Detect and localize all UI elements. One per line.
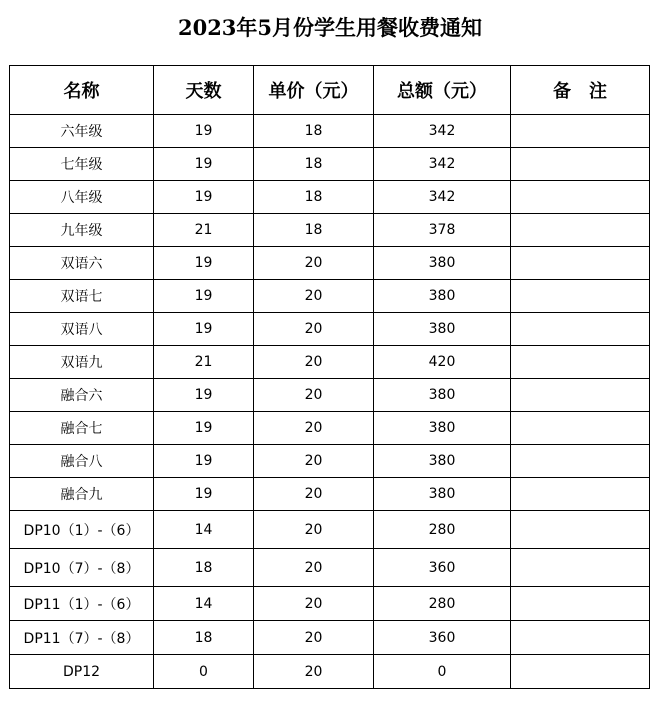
cell-note bbox=[511, 587, 650, 621]
table-row bbox=[10, 247, 650, 280]
cell-total: 342 bbox=[374, 181, 511, 214]
cell-total: 380 bbox=[374, 313, 511, 346]
cell-name: 融合九 bbox=[10, 478, 154, 511]
cell-total: 380 bbox=[374, 478, 511, 511]
cell-note bbox=[511, 412, 650, 445]
cell-total: 360 bbox=[374, 549, 511, 587]
cell-price: 20 bbox=[254, 313, 374, 346]
cell-name: 九年级 bbox=[10, 214, 154, 247]
cell-days: 19 bbox=[154, 181, 254, 214]
cell-note bbox=[511, 621, 650, 655]
header-days: 天数 bbox=[154, 66, 254, 115]
cell-name: DP10（7）-（8） bbox=[10, 549, 154, 587]
cell-price: 18 bbox=[254, 181, 374, 214]
cell-note bbox=[511, 247, 650, 280]
cell-price: 20 bbox=[254, 511, 374, 549]
header-total: 总额（元） bbox=[374, 66, 511, 115]
cell-days: 21 bbox=[154, 346, 254, 379]
table-row bbox=[10, 313, 650, 346]
cell-note bbox=[511, 181, 650, 214]
fee-table bbox=[9, 65, 650, 689]
cell-name: DP11（1）-（6） bbox=[10, 587, 154, 621]
table-row bbox=[10, 214, 650, 247]
cell-price: 20 bbox=[254, 478, 374, 511]
cell-name: 双语六 bbox=[10, 247, 154, 280]
cell-note bbox=[511, 346, 650, 379]
cell-days: 0 bbox=[154, 655, 254, 689]
table-row bbox=[10, 587, 650, 621]
cell-note bbox=[511, 655, 650, 689]
cell-price: 20 bbox=[254, 346, 374, 379]
cell-note bbox=[511, 280, 650, 313]
cell-days: 18 bbox=[154, 621, 254, 655]
cell-days: 19 bbox=[154, 247, 254, 280]
cell-days: 18 bbox=[154, 549, 254, 587]
cell-days: 19 bbox=[154, 379, 254, 412]
cell-note bbox=[511, 214, 650, 247]
cell-name: 融合七 bbox=[10, 412, 154, 445]
cell-price: 18 bbox=[254, 214, 374, 247]
cell-note bbox=[511, 313, 650, 346]
cell-name: 六年级 bbox=[10, 115, 154, 148]
table-row bbox=[10, 181, 650, 214]
cell-days: 14 bbox=[154, 587, 254, 621]
cell-total: 380 bbox=[374, 247, 511, 280]
cell-note bbox=[511, 445, 650, 478]
table-row bbox=[10, 511, 650, 549]
cell-total: 380 bbox=[374, 280, 511, 313]
cell-name: 双语九 bbox=[10, 346, 154, 379]
cell-price: 20 bbox=[254, 379, 374, 412]
cell-note bbox=[511, 511, 650, 549]
table-row bbox=[10, 412, 650, 445]
cell-total: 420 bbox=[374, 346, 511, 379]
table-row bbox=[10, 445, 650, 478]
cell-total: 342 bbox=[374, 115, 511, 148]
table-row bbox=[10, 280, 650, 313]
cell-days: 19 bbox=[154, 412, 254, 445]
table-row bbox=[10, 621, 650, 655]
table-row bbox=[10, 655, 650, 689]
cell-price: 20 bbox=[254, 549, 374, 587]
table-row bbox=[10, 346, 650, 379]
cell-name: 融合八 bbox=[10, 445, 154, 478]
cell-price: 20 bbox=[254, 621, 374, 655]
table-row bbox=[10, 549, 650, 587]
cell-days: 19 bbox=[154, 478, 254, 511]
cell-total: 360 bbox=[374, 621, 511, 655]
cell-total: 380 bbox=[374, 379, 511, 412]
cell-days: 19 bbox=[154, 313, 254, 346]
table-row bbox=[10, 478, 650, 511]
cell-name: 七年级 bbox=[10, 148, 154, 181]
cell-total: 280 bbox=[374, 587, 511, 621]
cell-name: 双语七 bbox=[10, 280, 154, 313]
table-row bbox=[10, 115, 650, 148]
header-row bbox=[10, 66, 650, 115]
header-name: 名称 bbox=[10, 66, 154, 115]
cell-price: 20 bbox=[254, 587, 374, 621]
cell-price: 20 bbox=[254, 412, 374, 445]
header-unit-price: 单价（元） bbox=[254, 66, 374, 115]
cell-days: 21 bbox=[154, 214, 254, 247]
cell-name: DP12 bbox=[10, 655, 154, 689]
cell-total: 342 bbox=[374, 148, 511, 181]
cell-note bbox=[511, 148, 650, 181]
table-row bbox=[10, 379, 650, 412]
cell-name: DP11（7）-（8） bbox=[10, 621, 154, 655]
cell-total: 380 bbox=[374, 445, 511, 478]
cell-total: 280 bbox=[374, 511, 511, 549]
header-note: 备 注 bbox=[511, 66, 650, 115]
cell-note bbox=[511, 549, 650, 587]
cell-days: 14 bbox=[154, 511, 254, 549]
page-title: 2023年5月份学生用餐收费通知 bbox=[177, 15, 483, 40]
cell-days: 19 bbox=[154, 115, 254, 148]
cell-note bbox=[511, 379, 650, 412]
cell-price: 20 bbox=[254, 280, 374, 313]
cell-days: 19 bbox=[154, 280, 254, 313]
cell-note bbox=[511, 115, 650, 148]
cell-price: 20 bbox=[254, 655, 374, 689]
cell-name: DP10（1）-（6） bbox=[10, 511, 154, 549]
cell-total: 380 bbox=[374, 412, 511, 445]
cell-price: 18 bbox=[254, 115, 374, 148]
cell-days: 19 bbox=[154, 148, 254, 181]
table-row bbox=[10, 148, 650, 181]
cell-price: 18 bbox=[254, 148, 374, 181]
cell-days: 19 bbox=[154, 445, 254, 478]
cell-note bbox=[511, 478, 650, 511]
cell-total: 0 bbox=[374, 655, 511, 689]
cell-name: 融合六 bbox=[10, 379, 154, 412]
cell-name: 双语八 bbox=[10, 313, 154, 346]
cell-name: 八年级 bbox=[10, 181, 154, 214]
cell-price: 20 bbox=[254, 445, 374, 478]
cell-total: 378 bbox=[374, 214, 511, 247]
cell-price: 20 bbox=[254, 247, 374, 280]
